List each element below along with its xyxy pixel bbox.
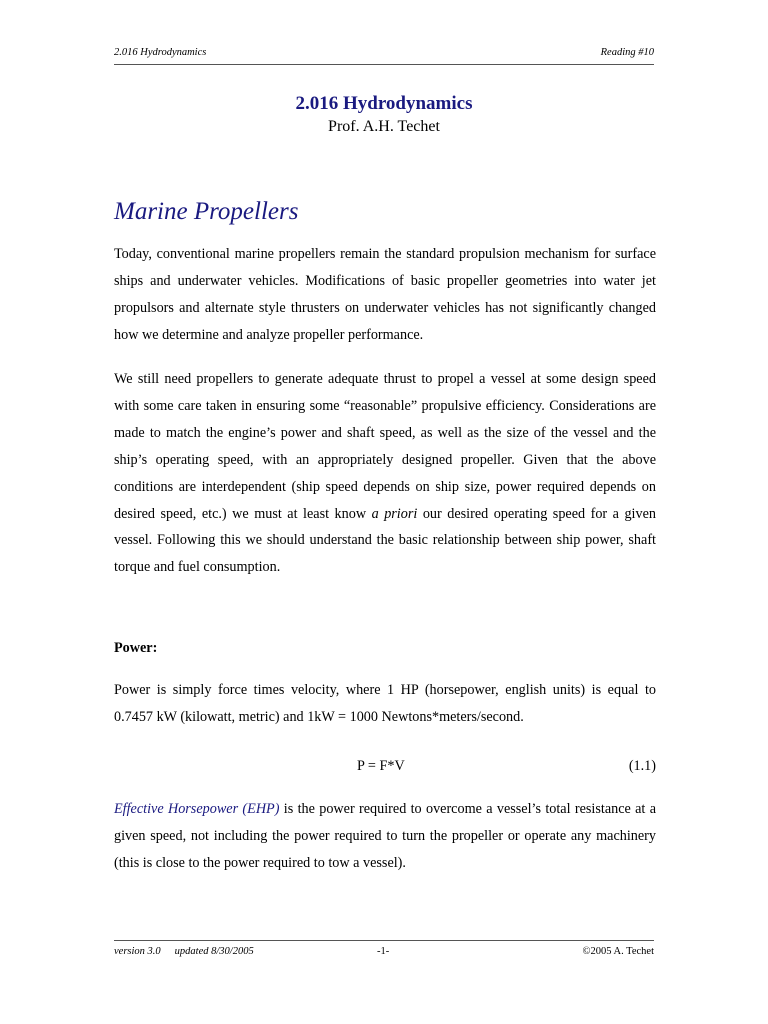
equation-formula: P = F*V [357, 758, 405, 774]
paragraph-power-definition: Power is simply force times velocity, where 1 HP (horsepower, english units) is equal to 0.7457 kW (kilowatt, metric) and 1kW = 1000 Newtons*meters/second. [114, 682, 656, 725]
subheading-power: Power: [114, 640, 158, 656]
running-header [114, 46, 654, 60]
paragraph-text: our desired operating speed for a given vessel. Following this we should understand the basic relationship between ship power, shaft torque and fuel consumption. [114, 505, 656, 576]
footer-version-info [114, 945, 268, 959]
paragraph-text: We still need propellers to generate adequate thrust to propel a vessel at some design speed with some care taken in ensuring some “reasonable” propulsive efficiency. Considerations are made to match the engine’s power and shaft speed, as well as the size of the vessel and the ship’s operating speed, with an appropriately designed propeller. Given that the above conditions are interdependent (ship speed depends on ship size, power required depends on desired speed, etc.) we must at least know [114, 371, 656, 522]
footer-copyright: ©2005 A. Techet [582, 946, 654, 957]
header-divider [114, 64, 654, 65]
document-title: 2.016 Hydrodynamics [295, 93, 473, 114]
header-course: 2.016 Hydrodynamics [114, 47, 207, 58]
equation-number: (1.1) [628, 758, 656, 774]
paragraph-propulsion-needs [114, 366, 656, 581]
term-effective-horsepower: Effective Horsepower (EHP) [114, 801, 280, 817]
footer-updated: updated 8/30/2005 [174, 946, 254, 957]
italic-a-priori: a priori [371, 505, 418, 522]
document-author: Prof. A.H. Techet [328, 118, 440, 135]
section-title: Marine Propellers [114, 198, 299, 225]
header-reading-number: Reading #10 [600, 47, 654, 58]
paragraph-intro: Today, conventional marine propellers remain the standard propulsion mechanism for surface ships and underwater vehicles. Modifications of basic propeller geometries into water jet propulsors and alternate style thrusters on underwater vehicles has not significantly changed how we determine and analyze propeller performance. [114, 246, 656, 343]
footer-page-number: -1- [377, 946, 390, 957]
footer-divider [114, 940, 654, 941]
paragraph-text: is the power required to overcome a vessel’s total resistance at a given speed, not including the power required to turn the propeller or operate any machinery (this is close to the power required to tow a vessel). [114, 801, 656, 871]
paragraph-ehp [114, 796, 656, 877]
footer-version: version 3.0 [114, 946, 161, 957]
